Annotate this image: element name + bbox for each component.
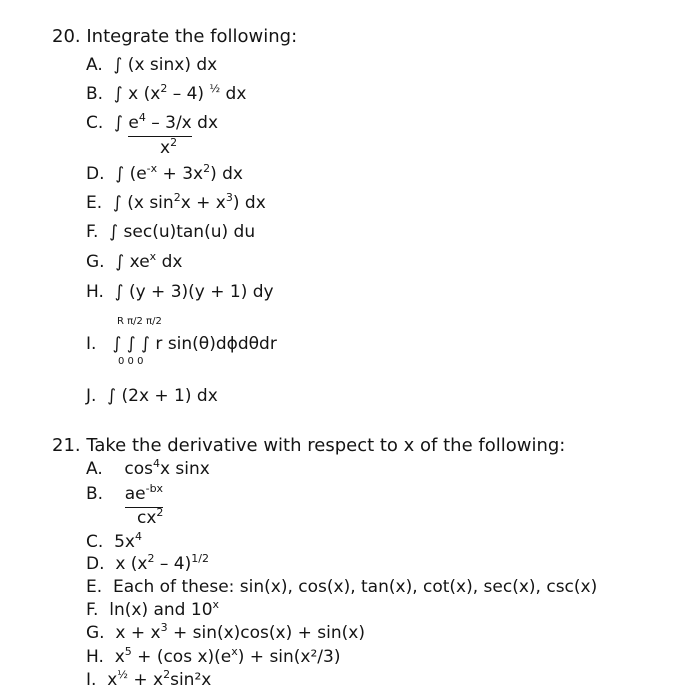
item-label: D. (86, 554, 105, 574)
item-text: x (x (115, 554, 148, 574)
item-label: F. (86, 222, 99, 242)
superscript: 4 (134, 530, 142, 543)
item-label: B. (86, 84, 104, 104)
q21-item-b-denominator (137, 508, 163, 530)
q20-item-i-upper-limits: R π/2 π/2 (117, 316, 162, 327)
superscript: 2 (156, 506, 164, 519)
item-text: + (cos x)(e (131, 647, 232, 667)
superscript: 2 (170, 136, 178, 149)
item-text: dx (156, 252, 183, 272)
item-text: ∫ x (x (113, 84, 161, 104)
q20-item-c (86, 113, 218, 137)
superscript: 4 (152, 457, 160, 470)
superscript: 2 (147, 552, 155, 565)
item-label: J. (86, 386, 97, 406)
q21-item-d (86, 554, 209, 576)
q21-item-h (86, 647, 341, 669)
item-text: – 4) (167, 84, 210, 104)
q21-item-b (86, 484, 163, 508)
item-text: + 3x (157, 164, 204, 184)
superscript: 2 (173, 191, 181, 204)
item-text: ∫ sec(u)tan(u) du (109, 222, 256, 242)
item-text: ) dx (232, 193, 266, 213)
superscript: 5 (124, 645, 132, 658)
item-text: x + x (115, 623, 161, 643)
superscript: x (231, 645, 238, 658)
q21-item-e (86, 577, 597, 597)
superscript: 2 (163, 668, 171, 681)
item-text: ∫ ∫ ∫ r sin(θ)dϕdθdr (112, 334, 277, 354)
item-text: cos (124, 459, 153, 479)
q21-item-g (86, 623, 365, 645)
item-text: x (107, 670, 118, 690)
item-label: A. (86, 55, 103, 75)
superscript: -x (146, 162, 158, 175)
fraction-numerator (128, 113, 191, 137)
item-text: ) dx (210, 164, 243, 184)
superscript: 3 (225, 191, 233, 204)
item-text: dx (191, 113, 219, 133)
q21-item-c (86, 532, 142, 554)
superscript: 4 (138, 111, 146, 124)
item-text: ∫ (e (115, 164, 147, 184)
item-text: cx (137, 508, 157, 528)
item-text: x (114, 647, 125, 667)
item-text: + sin(x)cos(x) + sin(x) (167, 623, 365, 643)
item-text: sin²x (170, 670, 212, 690)
q21-item-a (86, 459, 210, 481)
fraction-numerator (125, 484, 163, 508)
item-text: ) + sin(x²/3) (237, 647, 341, 667)
q20-item-g (86, 252, 182, 274)
superscript: 1/2 (191, 552, 209, 565)
q21-item-i (86, 670, 211, 692)
item-text: ∫ (x sin (112, 193, 174, 213)
item-text: Each of these: sin(x), cos(x), tan(x), cot(x), sec(x), csc(x) (112, 577, 598, 597)
item-text: ae (124, 484, 146, 504)
q20-item-i (86, 334, 277, 354)
q20-item-c-denominator (160, 138, 177, 160)
item-label: I. (86, 334, 97, 354)
superscript: 2 (160, 82, 168, 95)
item-text: dx (220, 84, 247, 104)
item-label: H. (86, 282, 104, 302)
item-label: C. (86, 113, 104, 133)
item-label: B. (86, 484, 104, 504)
superscript: -bx (145, 482, 164, 495)
item-label: E. (86, 577, 103, 597)
item-text: e (128, 113, 139, 133)
item-text: x sinx (159, 459, 210, 479)
superscript: x (149, 250, 157, 263)
q20-item-b (86, 84, 246, 106)
q20-item-i-lower-limits: 0 0 0 (118, 356, 144, 367)
item-text: – 4) (154, 554, 192, 574)
item-text: x (160, 138, 171, 158)
item-text: x + x (180, 193, 226, 213)
integral-sign: ∫ (114, 113, 129, 133)
q20-item-j (86, 386, 218, 406)
item-text: – 3/x (145, 113, 192, 133)
q20-item-a (86, 55, 217, 75)
item-text: ∫ (2x + 1) dx (107, 386, 218, 406)
item-text: ∫ xe (115, 252, 150, 272)
superscript: x (212, 598, 220, 611)
item-label: E. (86, 193, 103, 213)
item-text: 5x (114, 532, 135, 552)
item-label: I. (86, 670, 97, 690)
item-label: A. (86, 459, 103, 479)
superscript: 3 (160, 621, 168, 634)
item-text: ∫ (x sinx) dx (113, 55, 218, 75)
q20-heading: 20. Integrate the following: (52, 26, 298, 47)
item-text: + x (127, 670, 164, 690)
superscript: 2 (203, 162, 211, 175)
item-text: ∫ (y + 3)(y + 1) dy (114, 282, 274, 302)
item-text: ln(x) and 10 (109, 600, 213, 620)
item-label: H. (86, 647, 104, 667)
item-label: G. (86, 252, 105, 272)
item-label: F. (86, 600, 99, 620)
q20-item-d (86, 164, 243, 186)
superscript: ½ (117, 668, 128, 681)
superscript: ½ (209, 82, 221, 95)
q21-item-f (86, 600, 219, 622)
item-label: G. (86, 623, 105, 643)
q21-heading: 21. Take the derivative with respect to x of the following: (52, 435, 566, 456)
q20-item-h (86, 282, 274, 302)
item-label: C. (86, 532, 104, 552)
item-label: D. (86, 164, 105, 184)
q20-item-f (86, 222, 255, 242)
q20-item-e (86, 193, 266, 215)
